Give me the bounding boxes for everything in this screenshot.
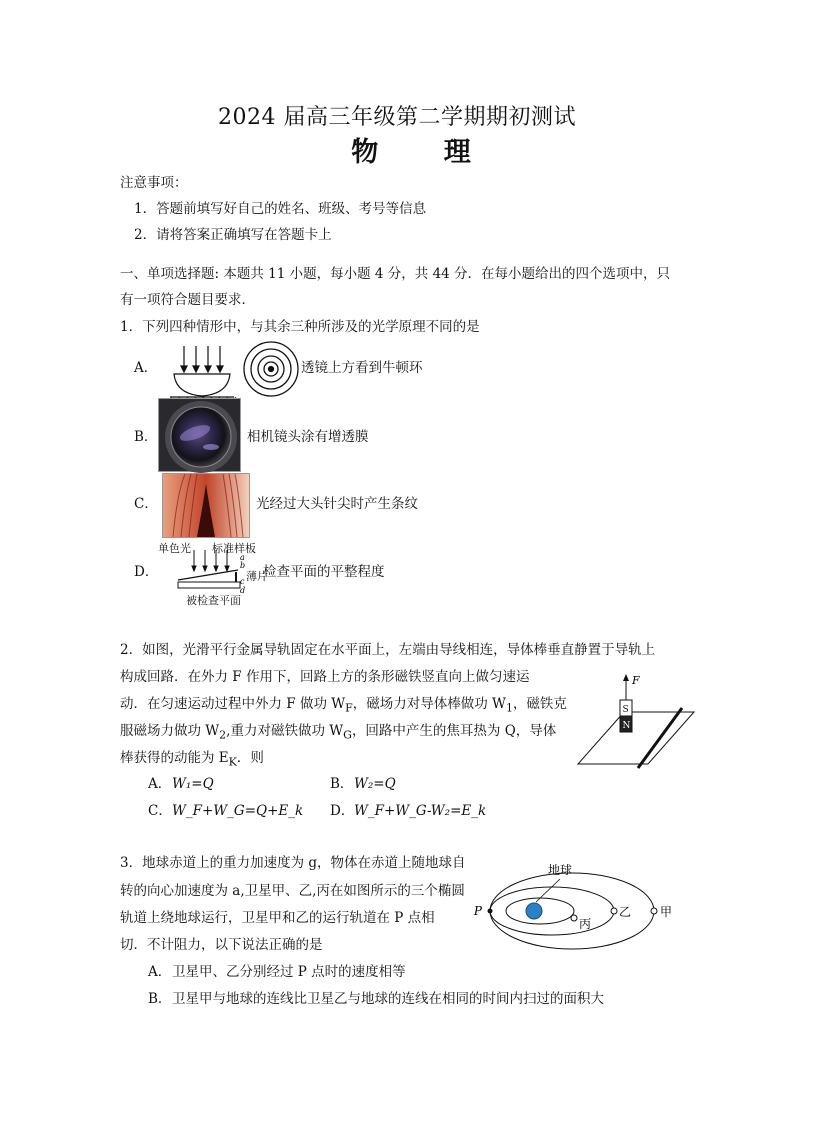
option-text: W₁=Q: [172, 776, 214, 792]
option-text: 卫星甲与地球的连线比卫星乙与地球的连线在相同的时间内扫过的面积大: [172, 991, 604, 1007]
light-arrows-icon: [181, 346, 223, 372]
option-letter: A．: [134, 360, 158, 376]
fig-label-standard-plate: 标准样板: [212, 542, 256, 555]
option-letter: D．: [330, 803, 355, 819]
option-letter: B．: [330, 776, 354, 792]
satellite-yi: [611, 908, 617, 914]
option-text: W_F+W_G-W₂=E_k: [354, 803, 487, 819]
question-line: 轨道上绕地球运行，卫星甲和乙的运行轨道在 P 点相: [120, 910, 435, 926]
orbit-yi: [490, 887, 614, 935]
option-letter: C．: [148, 803, 172, 819]
exam-title: 2024 届高三年级第二学期期初测试: [218, 105, 576, 130]
newton-rings-icon: [244, 342, 298, 396]
option-letter: B．: [134, 429, 158, 445]
option-text: 卫星甲、乙分别经过 P 点时的速度相等: [172, 964, 406, 980]
option-letter: A．: [148, 776, 172, 792]
option-text: W₂=Q: [354, 776, 396, 792]
question-line: 构成回路．在外力 F 作用下，回路上方的条形磁铁竖直向上做匀速运: [120, 669, 530, 685]
option-text: 透镜上方看到牛顿环: [301, 360, 423, 376]
magnet-n-label: N: [622, 721, 631, 731]
earth-icon: [526, 903, 542, 919]
option-text: W_F+W_G=Q+E_k: [172, 803, 304, 819]
flatness-test-figure: [174, 548, 254, 596]
option-text: 光经过大头针尖时产生条纹: [256, 496, 418, 512]
question-line: 切．不计阻力，以下说法正确的是: [120, 937, 323, 953]
notice-item: 1．答题前填写好自己的姓名、班级、考号等信息: [134, 201, 427, 217]
option-letter: A．: [148, 964, 172, 980]
fig-label-thin-sheet: 薄片: [246, 570, 268, 583]
section-intro: 有一项符合题目要求．: [120, 292, 255, 308]
camera-lens-photo: [158, 398, 241, 472]
question-stem: 1．下列四种情形中，与其余三种所涉及的光学原理不同的是: [120, 319, 480, 335]
fig-label-mono-light: 单色光: [158, 542, 191, 555]
letter-c: c: [240, 577, 245, 586]
option-letter: B．: [148, 991, 172, 1007]
satellite-jia: [651, 908, 657, 914]
notice-item: 2．请将答案正确填写在答题卡上: [134, 227, 332, 243]
question-line: 棒获得的动能为 $E_K$．则: [120, 750, 264, 769]
question-line: 动．在匀速运动过程中外力 F 做功 $W_F$，磁场力对导体棒做功 $W_1$，磁铁克: [120, 696, 567, 715]
diffraction-photo: [162, 473, 250, 538]
point-p: [488, 909, 493, 914]
satellite-bing: [571, 915, 577, 921]
orbit-figure: [473, 854, 673, 954]
force-arrow-icon: [623, 674, 629, 681]
magnet-s-label: S: [622, 705, 629, 715]
letter-a: a: [240, 553, 245, 562]
notice-heading: 注意事项：: [120, 175, 188, 191]
option-text: 检查平面的平整程度: [263, 564, 385, 580]
letter-b: b: [240, 561, 246, 570]
question-line: 转的向心加速度为 a,卫星甲、乙,丙在如图所示的三个椭圆: [120, 883, 465, 899]
jia-label: 甲: [660, 905, 673, 919]
section-intro: 一、单项选择题: 本题共 11 小题，每小题 4 分，共 44 分．在每小题给出的四个选项中，只: [120, 266, 671, 282]
p-label: P: [473, 904, 482, 918]
option-letter: D．: [134, 564, 159, 580]
question-line: 3．地球赤道上的重力加速度为 g，物体在赤道上随地球自: [120, 855, 466, 871]
rail-plane: [578, 712, 694, 764]
option-text: 相机镜头涂有增透膜: [247, 429, 369, 445]
bing-label: 丙: [579, 917, 592, 931]
lens-shape: [174, 374, 230, 396]
subject-title: 物 理: [351, 137, 499, 168]
conductor-rod: [638, 708, 682, 768]
fig-label-test-surface: 被检查平面: [186, 594, 241, 607]
letter-d: d: [240, 586, 246, 595]
force-label: F: [632, 674, 640, 687]
newton-ring-figure: [170, 340, 300, 402]
option-letter: C．: [134, 496, 158, 512]
question-line: 2．如图，光滑平行金属导轨固定在水平面上，左端由导线相连，导体棒垂直静置于导轨上: [120, 642, 656, 658]
light-arrows-icon: [192, 550, 229, 571]
magnet-rail-figure: [570, 672, 700, 770]
yi-label: 乙: [619, 905, 632, 919]
question-line: 服磁场力做功 $W_2$,重力对磁铁做功 $W_G$，回路中产生的焦耳热为 Q，导体: [120, 723, 557, 742]
earth-label: 地球: [548, 863, 573, 877]
